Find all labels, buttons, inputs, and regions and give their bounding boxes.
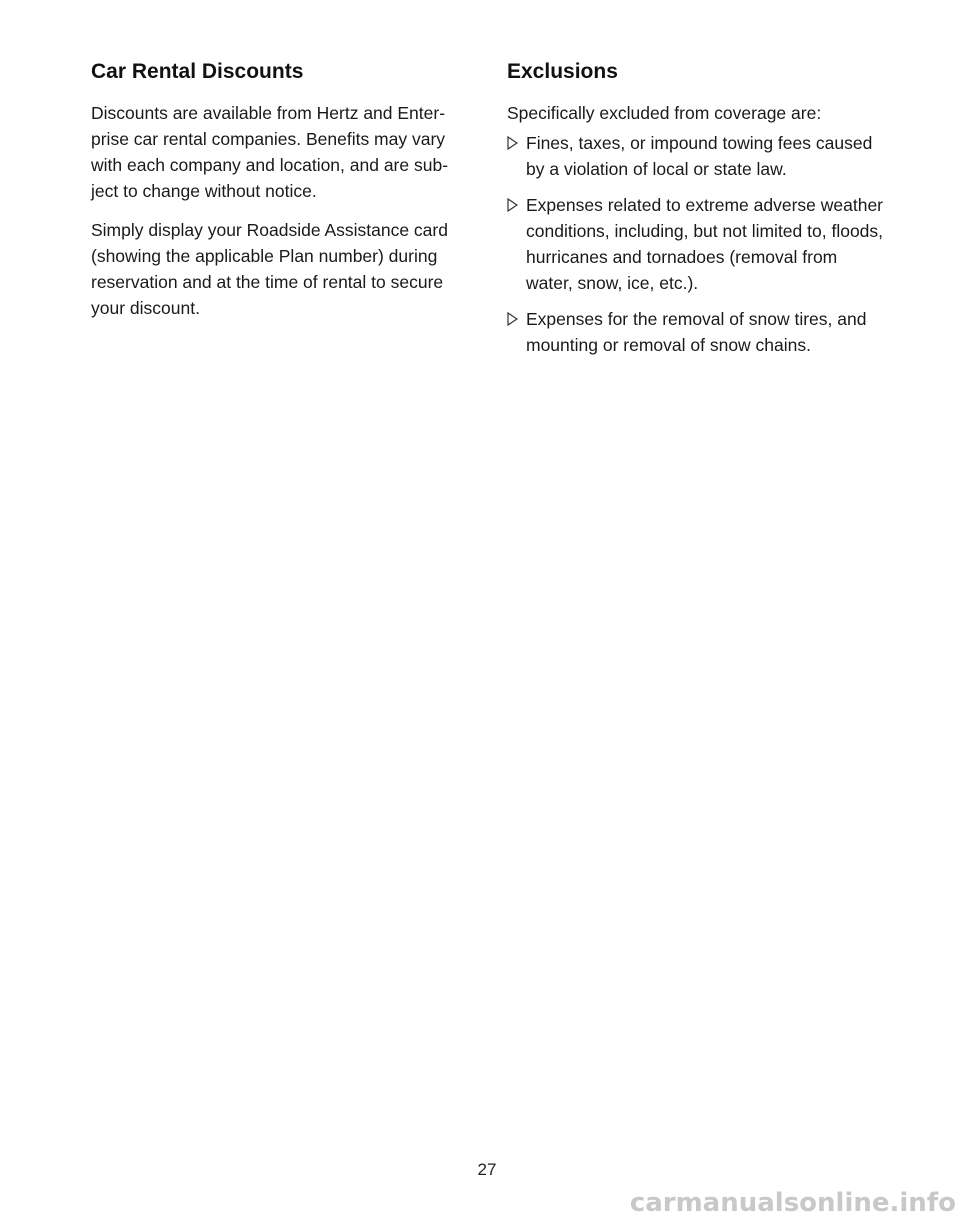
exclusion-snow-text: Expenses for the removal of snow tires, and mounting or removal of snow chains. xyxy=(526,309,867,355)
watermark: carmanualsonline.info xyxy=(629,1188,956,1218)
display-card-paragraph: Simply display your Roadside Assistance card (showing the applicable Plan number) during reservation and at the time of rental to secure your discount. xyxy=(91,220,448,318)
triangle-right-outline-icon xyxy=(507,136,518,150)
list-item xyxy=(507,192,887,296)
left-column xyxy=(91,58,463,334)
exclusion-fines-text: Fines, taxes, or impound towing fees caused by a violation of local or state law. xyxy=(526,133,873,179)
page-number: 27 xyxy=(477,1160,497,1179)
list-item xyxy=(507,306,887,358)
triangle-right-outline-icon xyxy=(507,312,518,326)
exclusions-heading: Exclusions xyxy=(507,60,618,83)
exclusion-weather-text: Expenses related to extreme adverse weather conditions, including, but not limited to, floods, hurricanes and tornadoes (removal from water, snow, ice, etc.). xyxy=(526,195,884,293)
exclusions-list xyxy=(507,130,887,358)
car-rental-discounts-heading: Car Rental Discounts xyxy=(91,60,304,83)
right-column xyxy=(507,58,887,368)
triangle-right-outline-icon xyxy=(507,198,518,212)
list-item xyxy=(507,130,887,182)
exclusions-intro: Specifically excluded from coverage are: xyxy=(507,103,822,123)
discounts-paragraph: Discounts are available from Hertz and Enterprise car rental companies. Benefits may vary with each company and location, and are subject to change without notice. xyxy=(91,103,449,201)
